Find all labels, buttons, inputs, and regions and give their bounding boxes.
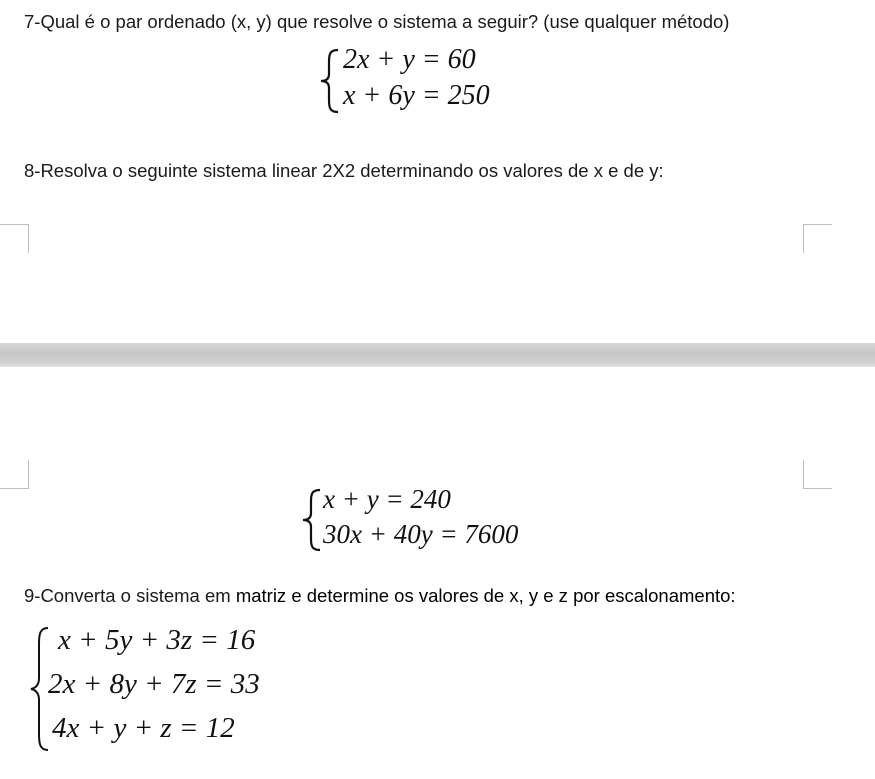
q7-equation-1: 2x + y = 60 xyxy=(343,44,476,75)
question-9-text xyxy=(24,585,736,607)
q8-equation-2: 30x + 40y = 7600 xyxy=(323,519,519,549)
q9-equation-2: 2x + 8y + 7z = 33 xyxy=(48,668,260,700)
q9-equation-1: x + 5y + 3z = 16 xyxy=(58,624,256,656)
left-brace-icon xyxy=(318,48,340,114)
q9-title-matriz: matriz xyxy=(235,585,287,606)
q9-equation-system xyxy=(28,624,318,754)
q7-equation-system xyxy=(318,44,518,116)
question-8-text: 8-Resolva o seguinte sistema linear 2X2 determinando os valores de x e de y: xyxy=(24,160,664,181)
page-corner-mark xyxy=(0,460,29,489)
page-corner-mark xyxy=(803,460,832,489)
q8-equation-1: x + y = 240 xyxy=(323,484,451,514)
left-brace-icon xyxy=(28,626,50,752)
left-brace-icon xyxy=(300,488,322,552)
page-separator xyxy=(0,343,875,367)
page-corner-mark xyxy=(0,224,29,253)
question-7-text: 7-Qual é o par ordenado (x, y) que resolve o sistema a seguir? (use qualquer método) xyxy=(24,11,730,32)
q9-title-prefix: 9-Converta o sistema em xyxy=(24,585,236,606)
q8-equation-system xyxy=(300,484,540,554)
q9-title-suffix: e determine os valores de x, y e z por escalonamento: xyxy=(286,585,736,606)
q7-equation-2: x + 6y = 250 xyxy=(343,80,490,111)
page-corner-mark xyxy=(803,224,832,253)
q9-equation-3: 4x + y + z = 12 xyxy=(52,712,235,744)
